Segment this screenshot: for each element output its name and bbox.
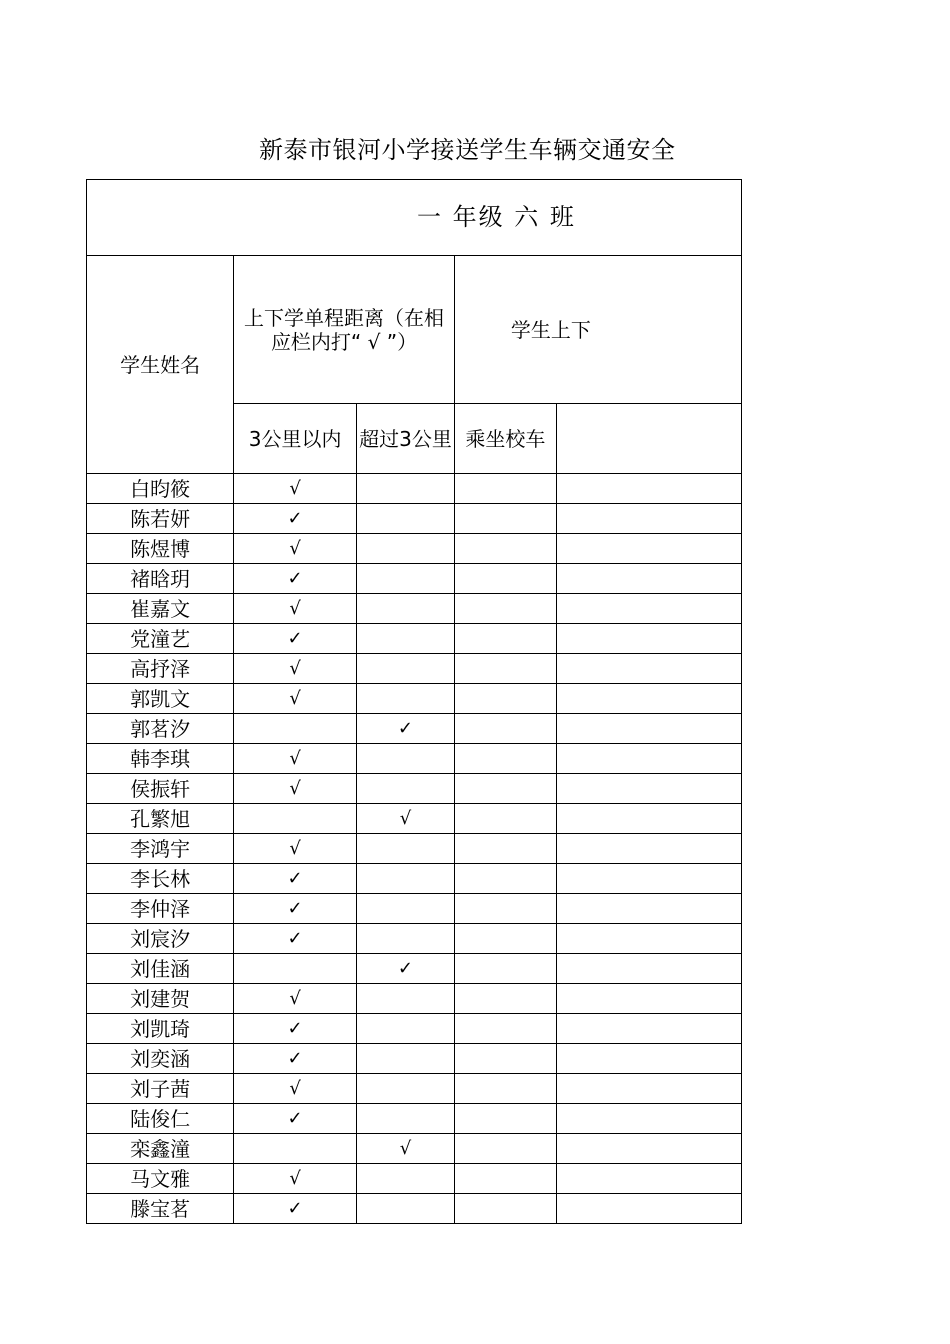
- transport-extra-cell: [556, 1104, 741, 1134]
- transport-extra-cell: [556, 534, 741, 564]
- transport-extra-cell: [556, 474, 741, 504]
- table-row: [87, 1074, 742, 1104]
- within-3km-cell: ✓: [234, 1104, 357, 1134]
- school-bus-cell: [454, 594, 556, 624]
- within-3km-header: 3公里以内: [234, 404, 357, 474]
- transport-extra-cell: [556, 1134, 741, 1164]
- over-3km-cell: [357, 744, 455, 774]
- school-bus-cell: [454, 564, 556, 594]
- school-bus-cell: [454, 834, 556, 864]
- over-3km-cell: [357, 834, 455, 864]
- transport-extra-cell: [556, 864, 741, 894]
- student-name-cell: 陈若妍: [87, 504, 234, 534]
- over-3km-cell: [357, 924, 455, 954]
- table-row: [87, 474, 742, 504]
- table-row: [87, 1134, 742, 1164]
- within-3km-cell: ✓: [234, 864, 357, 894]
- table-row: [87, 954, 742, 984]
- school-bus-cell: [454, 1194, 556, 1224]
- transport-extra-cell: [556, 504, 741, 534]
- within-3km-cell: [234, 1134, 357, 1164]
- within-3km-cell: √: [234, 474, 357, 504]
- transport-extra-header: [556, 404, 741, 474]
- student-name-cell: 李鸿宇: [87, 834, 234, 864]
- class-label: 一 年级 六 班: [87, 180, 742, 256]
- transport-group-header: 学生上下: [454, 256, 741, 404]
- over-3km-cell: [357, 864, 455, 894]
- over-3km-cell: [357, 654, 455, 684]
- student-name-cell: 郭茗汐: [87, 714, 234, 744]
- transport-extra-cell: [556, 804, 741, 834]
- school-bus-cell: [454, 744, 556, 774]
- student-transport-table: [86, 179, 742, 1224]
- within-3km-cell: [234, 714, 357, 744]
- table-row: [87, 1194, 742, 1224]
- student-name-cell: 李仲泽: [87, 894, 234, 924]
- student-name-cell: 党潼艺: [87, 624, 234, 654]
- transport-extra-cell: [556, 1044, 741, 1074]
- over-3km-cell: [357, 624, 455, 654]
- school-bus-cell: [454, 474, 556, 504]
- table-row: [87, 744, 742, 774]
- student-name-cell: 刘凯琦: [87, 1014, 234, 1044]
- school-bus-cell: [454, 984, 556, 1014]
- over-3km-cell: [357, 684, 455, 714]
- table-row: [87, 1014, 742, 1044]
- table-row: [87, 834, 742, 864]
- within-3km-cell: ✓: [234, 1014, 357, 1044]
- transport-extra-cell: [556, 834, 741, 864]
- transport-extra-cell: [556, 1014, 741, 1044]
- table-row: [87, 534, 742, 564]
- over-3km-cell: [357, 774, 455, 804]
- header-row-1: [87, 256, 742, 404]
- over-3km-cell: [357, 984, 455, 1014]
- within-3km-cell: ✓: [234, 1194, 357, 1224]
- within-3km-cell: √: [234, 1074, 357, 1104]
- transport-extra-cell: [556, 984, 741, 1014]
- school-bus-cell: [454, 1044, 556, 1074]
- school-bus-cell: [454, 1014, 556, 1044]
- over-3km-cell: [357, 1014, 455, 1044]
- over-3km-cell: [357, 504, 455, 534]
- table-row: [87, 774, 742, 804]
- over-3km-cell: [357, 1074, 455, 1104]
- within-3km-cell: √: [234, 744, 357, 774]
- within-3km-cell: ✓: [234, 894, 357, 924]
- school-bus-cell: [454, 804, 556, 834]
- over-3km-cell: √: [357, 804, 455, 834]
- student-name-cell: 孔繁旭: [87, 804, 234, 834]
- transport-extra-cell: [556, 654, 741, 684]
- student-name-cell: 白昀筱: [87, 474, 234, 504]
- student-name-cell: 郭凯文: [87, 684, 234, 714]
- table-row: [87, 714, 742, 744]
- over-3km-cell: [357, 1044, 455, 1074]
- student-name-cell: 崔嘉文: [87, 594, 234, 624]
- student-name-cell: 陈煜博: [87, 534, 234, 564]
- table-row: [87, 504, 742, 534]
- student-name-cell: 刘宸汐: [87, 924, 234, 954]
- student-name-cell: 刘建贺: [87, 984, 234, 1014]
- school-bus-cell: [454, 864, 556, 894]
- table-row: [87, 564, 742, 594]
- transport-extra-cell: [556, 894, 741, 924]
- transport-extra-cell: [556, 954, 741, 984]
- within-3km-cell: √: [234, 654, 357, 684]
- student-name-cell: 侯振轩: [87, 774, 234, 804]
- over-3km-cell: ✓: [357, 954, 455, 984]
- table-row: [87, 624, 742, 654]
- school-bus-cell: [454, 774, 556, 804]
- distance-group-header: 上下学单程距离（在相应栏内打“ √ ”）: [234, 256, 455, 404]
- within-3km-cell: ✓: [234, 924, 357, 954]
- school-bus-cell: [454, 654, 556, 684]
- within-3km-cell: [234, 954, 357, 984]
- table-row: [87, 984, 742, 1014]
- transport-extra-cell: [556, 624, 741, 654]
- over-3km-cell: √: [357, 1134, 455, 1164]
- student-name-cell: 栾鑫潼: [87, 1134, 234, 1164]
- page-title: 新泰市银河小学接送学生车辆交通安全: [259, 136, 676, 164]
- table-row: [87, 864, 742, 894]
- over-3km-cell: [357, 564, 455, 594]
- transport-extra-cell: [556, 1164, 741, 1194]
- within-3km-cell: √: [234, 684, 357, 714]
- class-header-row: [87, 180, 742, 256]
- student-name-cell: 刘奕涵: [87, 1044, 234, 1074]
- transport-extra-cell: [556, 1074, 741, 1104]
- over-3km-cell: ✓: [357, 714, 455, 744]
- school-bus-cell: [454, 954, 556, 984]
- within-3km-cell: [234, 804, 357, 834]
- school-bus-cell: [454, 534, 556, 564]
- table-row: [87, 1164, 742, 1194]
- over-3km-cell: [357, 594, 455, 624]
- transport-extra-cell: [556, 714, 741, 744]
- over-3km-cell: [357, 1194, 455, 1224]
- student-name-cell: 陆俊仁: [87, 1104, 234, 1134]
- within-3km-cell: ✓: [234, 624, 357, 654]
- school-bus-cell: [454, 504, 556, 534]
- table-row: [87, 924, 742, 954]
- transport-extra-cell: [556, 594, 741, 624]
- school-bus-cell: [454, 894, 556, 924]
- within-3km-cell: √: [234, 834, 357, 864]
- within-3km-cell: ✓: [234, 1044, 357, 1074]
- transport-extra-cell: [556, 564, 741, 594]
- school-bus-header: 乘坐校车: [454, 404, 556, 474]
- student-name-cell: 马文雅: [87, 1164, 234, 1194]
- school-bus-cell: [454, 1104, 556, 1134]
- school-bus-cell: [454, 714, 556, 744]
- table-viewport: [86, 179, 742, 1229]
- within-3km-cell: ✓: [234, 564, 357, 594]
- within-3km-cell: √: [234, 534, 357, 564]
- table-row: [87, 894, 742, 924]
- student-name-cell: 李长林: [87, 864, 234, 894]
- transport-extra-cell: [556, 924, 741, 954]
- student-name-cell: 褚晗玥: [87, 564, 234, 594]
- school-bus-cell: [454, 1074, 556, 1104]
- within-3km-cell: √: [234, 1164, 357, 1194]
- within-3km-cell: √: [234, 594, 357, 624]
- school-bus-cell: [454, 924, 556, 954]
- transport-extra-cell: [556, 684, 741, 714]
- student-name-cell: 高抒泽: [87, 654, 234, 684]
- student-name-cell: 滕宝茗: [87, 1194, 234, 1224]
- school-bus-cell: [454, 624, 556, 654]
- over-3km-cell: [357, 534, 455, 564]
- over-3km-cell: [357, 894, 455, 924]
- table-row: [87, 1104, 742, 1134]
- within-3km-cell: √: [234, 774, 357, 804]
- table-row: [87, 684, 742, 714]
- table-row: [87, 1044, 742, 1074]
- over-3km-header: 超过3公里: [357, 404, 455, 474]
- school-bus-cell: [454, 684, 556, 714]
- school-bus-cell: [454, 1134, 556, 1164]
- within-3km-cell: √: [234, 984, 357, 1014]
- over-3km-cell: [357, 1164, 455, 1194]
- school-bus-cell: [454, 1164, 556, 1194]
- student-name-cell: 刘子茜: [87, 1074, 234, 1104]
- student-name-cell: 韩李琪: [87, 744, 234, 774]
- student-name-header: 学生姓名: [87, 256, 234, 474]
- transport-extra-cell: [556, 774, 741, 804]
- table-row: [87, 594, 742, 624]
- table-row: [87, 804, 742, 834]
- student-name-cell: 刘佳涵: [87, 954, 234, 984]
- transport-extra-cell: [556, 744, 741, 774]
- over-3km-cell: [357, 474, 455, 504]
- table-row: [87, 654, 742, 684]
- within-3km-cell: ✓: [234, 504, 357, 534]
- transport-extra-cell: [556, 1194, 741, 1224]
- over-3km-cell: [357, 1104, 455, 1134]
